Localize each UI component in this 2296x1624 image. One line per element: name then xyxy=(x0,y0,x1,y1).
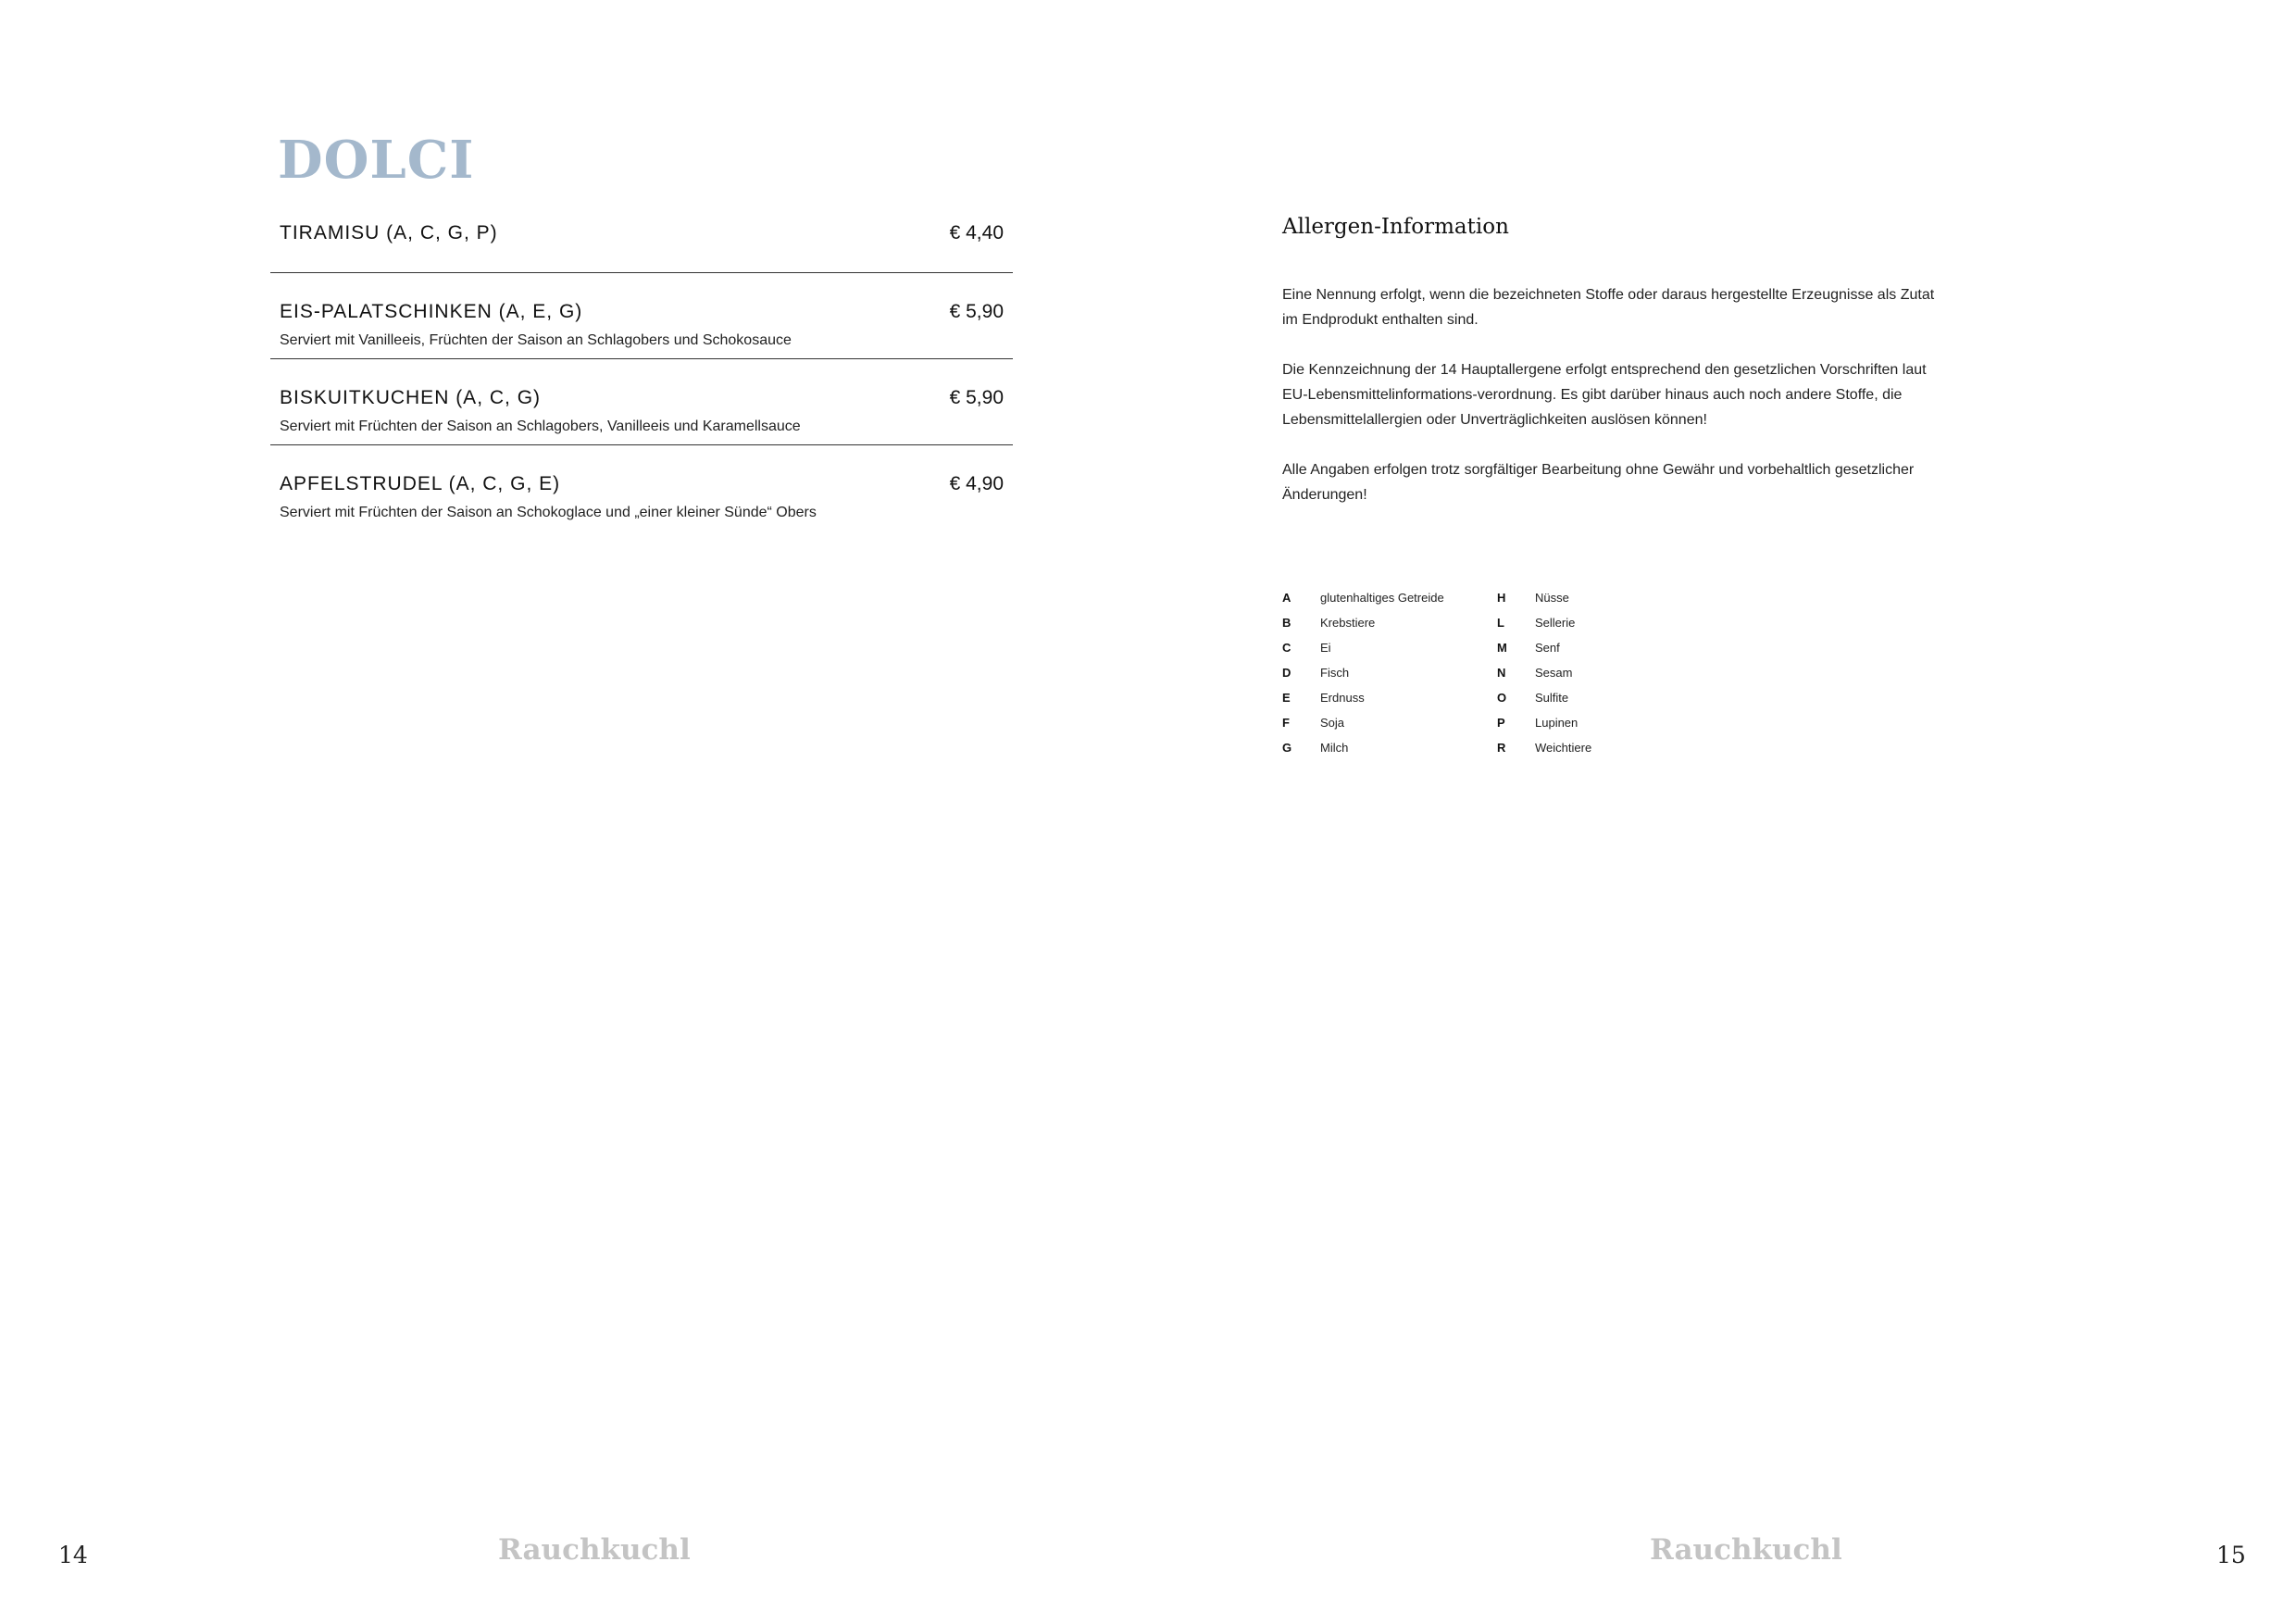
allergen-code: D xyxy=(1282,666,1292,680)
legend-row xyxy=(1497,685,1710,710)
allergen-paragraph: Alle Angaben erfolgen trotz sorgfältiger Bearbeitung ohne Gewähr und vorbehaltlich gesetzlicher Änderungen! xyxy=(1282,462,1915,503)
allergen-title: Allergen-Information xyxy=(1282,215,1509,239)
menu-item-description: Serviert mit Früchten der Saison an Schokoglace und „einer kleiner Sünde“ Obers xyxy=(280,505,817,520)
allergen-label: Sellerie xyxy=(1535,616,1576,630)
allergen-paragraph: Die Kennzeichnung der 14 Hauptallergene erfolgt entsprechend den gesetzlichen Vorschriften laut EU-Lebensmittelinformations-verordnung. Es gibt darüber hinaus auch noch andere Stoffe, die Lebensmittelallergien oder Unverträglichkeiten auslösen können! xyxy=(1282,362,1927,428)
menu-item-price: € 4,40 xyxy=(949,222,1004,244)
menu-item-eis-palatschinken xyxy=(270,273,1013,358)
allergen-code: F xyxy=(1282,716,1290,730)
dessert-menu xyxy=(270,213,1013,531)
allergen-code: N xyxy=(1497,666,1506,680)
allergen-code: A xyxy=(1282,591,1292,605)
allergen-legend-column xyxy=(1497,585,1710,760)
allergen-label: Ei xyxy=(1320,641,1331,655)
legend-row xyxy=(1282,685,1495,710)
allergen-label: Fisch xyxy=(1320,666,1350,680)
allergen-label: Sesam xyxy=(1535,666,1573,680)
legend-row xyxy=(1497,735,1710,760)
right-page xyxy=(1148,0,2296,1624)
allergen-legend-column xyxy=(1282,585,1495,760)
menu-item-price: € 4,90 xyxy=(949,473,1004,494)
menu-item-description: Serviert mit Vanilleeis, Früchten der Saison an Schlagobers und Schokosauce xyxy=(280,332,792,348)
legend-row xyxy=(1282,710,1495,735)
menu-item-price: € 5,90 xyxy=(949,301,1004,322)
menu-item-name: EIS-PALATSCHINKEN (A, E, G) xyxy=(280,301,583,322)
menu-item-price: € 5,90 xyxy=(949,387,1004,408)
allergen-label: Soja xyxy=(1320,716,1345,730)
legend-row xyxy=(1282,635,1495,660)
page-number: 15 xyxy=(2216,1542,2246,1568)
menu-item-apfelstrudel xyxy=(270,445,1013,531)
allergen-code: O xyxy=(1497,691,1507,705)
legend-row xyxy=(1282,585,1495,610)
allergen-text xyxy=(1282,282,1949,532)
section-title: DOLCI xyxy=(278,130,475,191)
allergen-code: B xyxy=(1282,616,1292,630)
allergen-code: L xyxy=(1497,616,1504,630)
allergen-code: H xyxy=(1497,591,1506,605)
page-number: 14 xyxy=(58,1542,88,1568)
menu-item-description: Serviert mit Früchten der Saison an Schlagobers, Vanilleeis und Karamellsauce xyxy=(280,418,801,434)
allergen-label: Lupinen xyxy=(1535,716,1578,730)
legend-row xyxy=(1497,610,1710,635)
allergen-code: P xyxy=(1497,716,1505,730)
allergen-code: G xyxy=(1282,741,1292,755)
allergen-label: Erdnuss xyxy=(1320,691,1365,705)
menu-item-tiramisu xyxy=(270,213,1013,272)
allergen-label: glutenhaltiges Getreide xyxy=(1320,591,1444,605)
legend-row xyxy=(1282,660,1495,685)
allergen-code: M xyxy=(1497,641,1507,655)
allergen-label: Sulfite xyxy=(1535,691,1569,705)
legend-row xyxy=(1282,610,1495,635)
brand-logo: Rauchkuchl xyxy=(498,1533,691,1567)
legend-row xyxy=(1497,710,1710,735)
allergen-label: Krebstiere xyxy=(1320,616,1376,630)
allergen-label: Senf xyxy=(1535,641,1560,655)
menu-item-name: APFELSTRUDEL (A, C, G, E) xyxy=(280,473,561,494)
legend-row xyxy=(1497,585,1710,610)
allergen-paragraph: Eine Nennung erfolgt, wenn die bezeichneten Stoffe oder daraus hergestellte Erzeugnisse als Zutat im Endprodukt enthalten sind. xyxy=(1282,287,1935,328)
menu-item-name: TIRAMISU (A, C, G, P) xyxy=(280,222,498,244)
allergen-label: Weichtiere xyxy=(1535,741,1592,755)
brand-logo: Rauchkuchl xyxy=(1650,1533,1842,1567)
allergen-code: C xyxy=(1282,641,1292,655)
allergen-code: E xyxy=(1282,691,1291,705)
allergen-label: Milch xyxy=(1320,741,1349,755)
legend-row xyxy=(1497,635,1710,660)
allergen-label: Nüsse xyxy=(1535,591,1569,605)
legend-row xyxy=(1282,735,1495,760)
menu-item-biskuitkuchen xyxy=(270,359,1013,444)
legend-row xyxy=(1497,660,1710,685)
menu-item-name: BISKUITKUCHEN (A, C, G) xyxy=(280,387,542,408)
allergen-code: R xyxy=(1497,741,1506,755)
